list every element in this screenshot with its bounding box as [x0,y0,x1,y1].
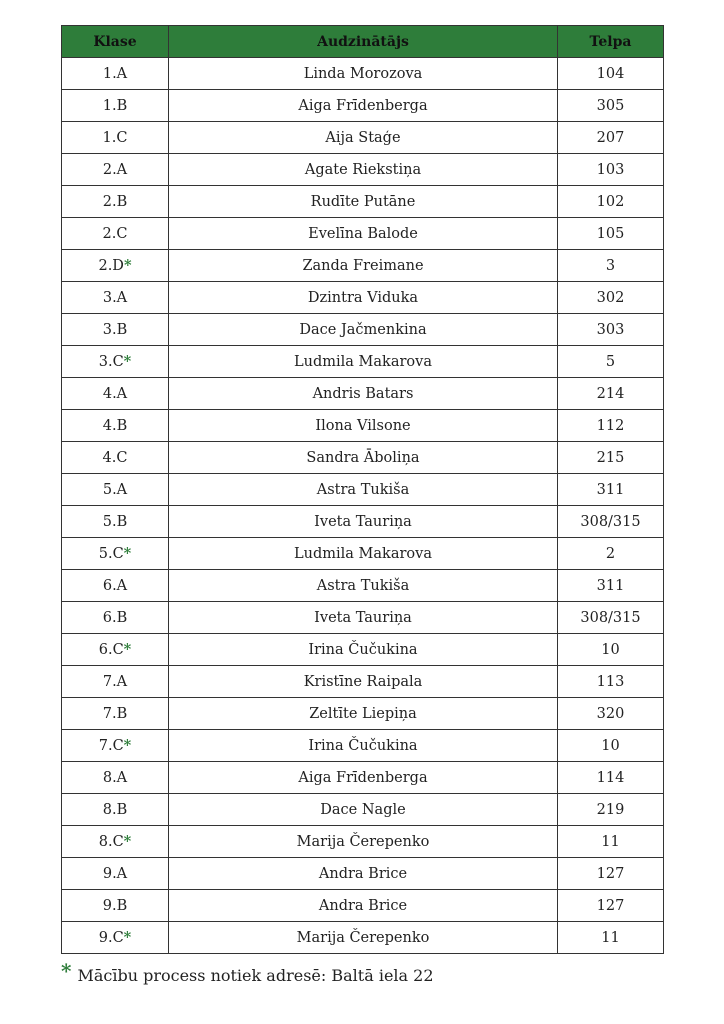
klase-label: 3.C [98,354,124,370]
cell-telpa: 311 [558,474,664,506]
cell-audzinatajs: Irina Čučukina [169,634,558,666]
klase-label: 4.A [102,385,128,402]
klase-label: 2.A [102,161,128,178]
footnote-star-icon: * [61,959,72,983]
cell-audzinatajs: Ilona Vilsone [169,410,558,442]
cell-klase [62,602,169,634]
cell-telpa: 215 [558,442,664,474]
klase-label: 7.C [98,738,124,754]
cell-klase [62,826,169,858]
address-marker-icon: * [123,641,132,658]
cell-telpa: 105 [558,218,664,250]
table-row [62,474,664,506]
klase-label: 4.B [102,417,128,434]
cell-audzinatajs: Iveta Tauriņa [169,506,558,538]
cell-klase [62,570,169,602]
address-marker-icon: * [123,833,132,850]
table-row [62,794,664,826]
klase-label: 8.B [102,801,128,818]
klase-label: 8.A [102,769,128,786]
header-telpa: Telpa [558,26,664,58]
klase-label: 2.D [98,258,124,274]
cell-telpa: 11 [558,922,664,954]
klase-label: 1.C [102,129,128,146]
table-row [62,826,664,858]
klase-label: 6.A [102,577,128,594]
cell-audzinatajs: Zanda Freimane [169,250,558,282]
address-marker-icon: * [123,353,132,370]
header-klase: Klase [62,26,169,58]
cell-telpa: 214 [558,378,664,410]
cell-klase [62,890,169,922]
cell-klase [62,154,169,186]
table-row [62,186,664,218]
cell-audzinatajs: Andra Brice [169,858,558,890]
cell-audzinatajs: Dace Nagle [169,794,558,826]
cell-telpa: 104 [558,58,664,90]
table-row [62,314,664,346]
cell-audzinatajs: Evelīna Balode [169,218,558,250]
table-row [62,890,664,922]
cell-audzinatajs: Astra Tukiša [169,570,558,602]
cell-klase [62,90,169,122]
cell-audzinatajs: Ludmila Makarova [169,346,558,378]
table-row [62,282,664,314]
klase-label: 2.C [102,225,128,242]
cell-telpa: 113 [558,666,664,698]
cell-audzinatajs: Andra Brice [169,890,558,922]
cell-telpa: 308/315 [558,506,664,538]
table-row [62,666,664,698]
cell-telpa: 114 [558,762,664,794]
table-row [62,634,664,666]
table-row [62,762,664,794]
cell-audzinatajs: Aiga Frīdenberga [169,90,558,122]
cell-telpa: 10 [558,730,664,762]
klase-label: 6.B [102,609,128,626]
cell-audzinatajs: Kristīne Raipala [169,666,558,698]
klase-label: 5.B [102,513,128,530]
cell-klase [62,922,169,954]
cell-klase [62,666,169,698]
cell-audzinatajs: Iveta Tauriņa [169,602,558,634]
cell-klase [62,122,169,154]
table-row [62,442,664,474]
cell-telpa: 2 [558,538,664,570]
address-marker-icon: * [123,737,132,754]
table-body [62,58,664,954]
table-row [62,506,664,538]
klase-label: 1.A [102,65,128,82]
cell-audzinatajs: Dzintra Viduka [169,282,558,314]
cell-telpa: 11 [558,826,664,858]
cell-audzinatajs: Marija Čerepenko [169,826,558,858]
cell-klase [62,762,169,794]
cell-klase [62,794,169,826]
footnote-text: Mācību process notiek adresē: Baltā iela 22 [77,966,434,985]
table-row [62,410,664,442]
klase-label: 7.A [102,673,128,690]
cell-klase [62,474,169,506]
cell-telpa: 219 [558,794,664,826]
cell-klase [62,218,169,250]
cell-audzinatajs: Astra Tukiša [169,474,558,506]
cell-telpa: 311 [558,570,664,602]
cell-klase [62,442,169,474]
cell-telpa: 308/315 [558,602,664,634]
table-row [62,90,664,122]
table-row [62,378,664,410]
class-table-container [61,25,663,954]
cell-klase [62,858,169,890]
table-row [62,58,664,90]
cell-telpa: 3 [558,250,664,282]
cell-klase [62,314,169,346]
cell-audzinatajs: Agate Riekstiņa [169,154,558,186]
cell-klase [62,506,169,538]
klase-label: 5.C [98,546,124,562]
cell-klase [62,634,169,666]
cell-audzinatajs: Zeltīte Liepiņa [169,698,558,730]
class-table [61,25,664,954]
cell-telpa: 5 [558,346,664,378]
klase-label: 8.C [98,834,124,850]
cell-audzinatajs: Aija Staģe [169,122,558,154]
table-row [62,730,664,762]
cell-telpa: 127 [558,890,664,922]
cell-audzinatajs: Aiga Frīdenberga [169,762,558,794]
cell-klase [62,730,169,762]
address-marker-icon: * [123,257,132,274]
table-row [62,570,664,602]
klase-label: 5.A [102,481,128,498]
cell-audzinatajs: Linda Morozova [169,58,558,90]
table-row [62,250,664,282]
table-row [62,218,664,250]
cell-telpa: 305 [558,90,664,122]
klase-label: 9.A [102,865,128,882]
cell-telpa: 127 [558,858,664,890]
klase-label: 3.B [102,321,128,338]
cell-telpa: 302 [558,282,664,314]
cell-klase [62,378,169,410]
cell-audzinatajs: Rudīte Putāne [169,186,558,218]
table-row [62,538,664,570]
cell-telpa: 303 [558,314,664,346]
cell-telpa: 112 [558,410,664,442]
footnote [61,959,434,986]
table-row [62,858,664,890]
cell-audzinatajs: Marija Čerepenko [169,922,558,954]
cell-telpa: 320 [558,698,664,730]
address-marker-icon: * [123,929,132,946]
klase-label: 7.B [102,705,128,722]
klase-label: 6.C [98,642,124,658]
cell-telpa: 102 [558,186,664,218]
header-audzinatajs: Audzinātājs [169,26,558,58]
table-row [62,154,664,186]
cell-telpa: 103 [558,154,664,186]
cell-audzinatajs: Sandra Āboliņa [169,442,558,474]
cell-klase [62,250,169,282]
cell-audzinatajs: Ludmila Makarova [169,538,558,570]
table-row [62,698,664,730]
cell-klase [62,698,169,730]
klase-label: 1.B [102,97,128,114]
cell-klase [62,410,169,442]
cell-telpa: 207 [558,122,664,154]
cell-telpa: 10 [558,634,664,666]
cell-audzinatajs: Dace Jačmenkina [169,314,558,346]
table-row [62,922,664,954]
table-row [62,346,664,378]
klase-label: 4.C [102,449,128,466]
klase-label: 2.B [102,193,128,210]
cell-klase [62,282,169,314]
table-header-row [62,26,664,58]
address-marker-icon: * [123,545,132,562]
table-row [62,122,664,154]
cell-klase [62,346,169,378]
cell-audzinatajs: Andris Batars [169,378,558,410]
cell-klase [62,186,169,218]
klase-label: 9.C [98,930,124,946]
cell-klase [62,538,169,570]
klase-label: 3.A [102,289,128,306]
table-row [62,602,664,634]
cell-klase [62,58,169,90]
cell-audzinatajs: Irina Čučukina [169,730,558,762]
klase-label: 9.B [102,897,128,914]
